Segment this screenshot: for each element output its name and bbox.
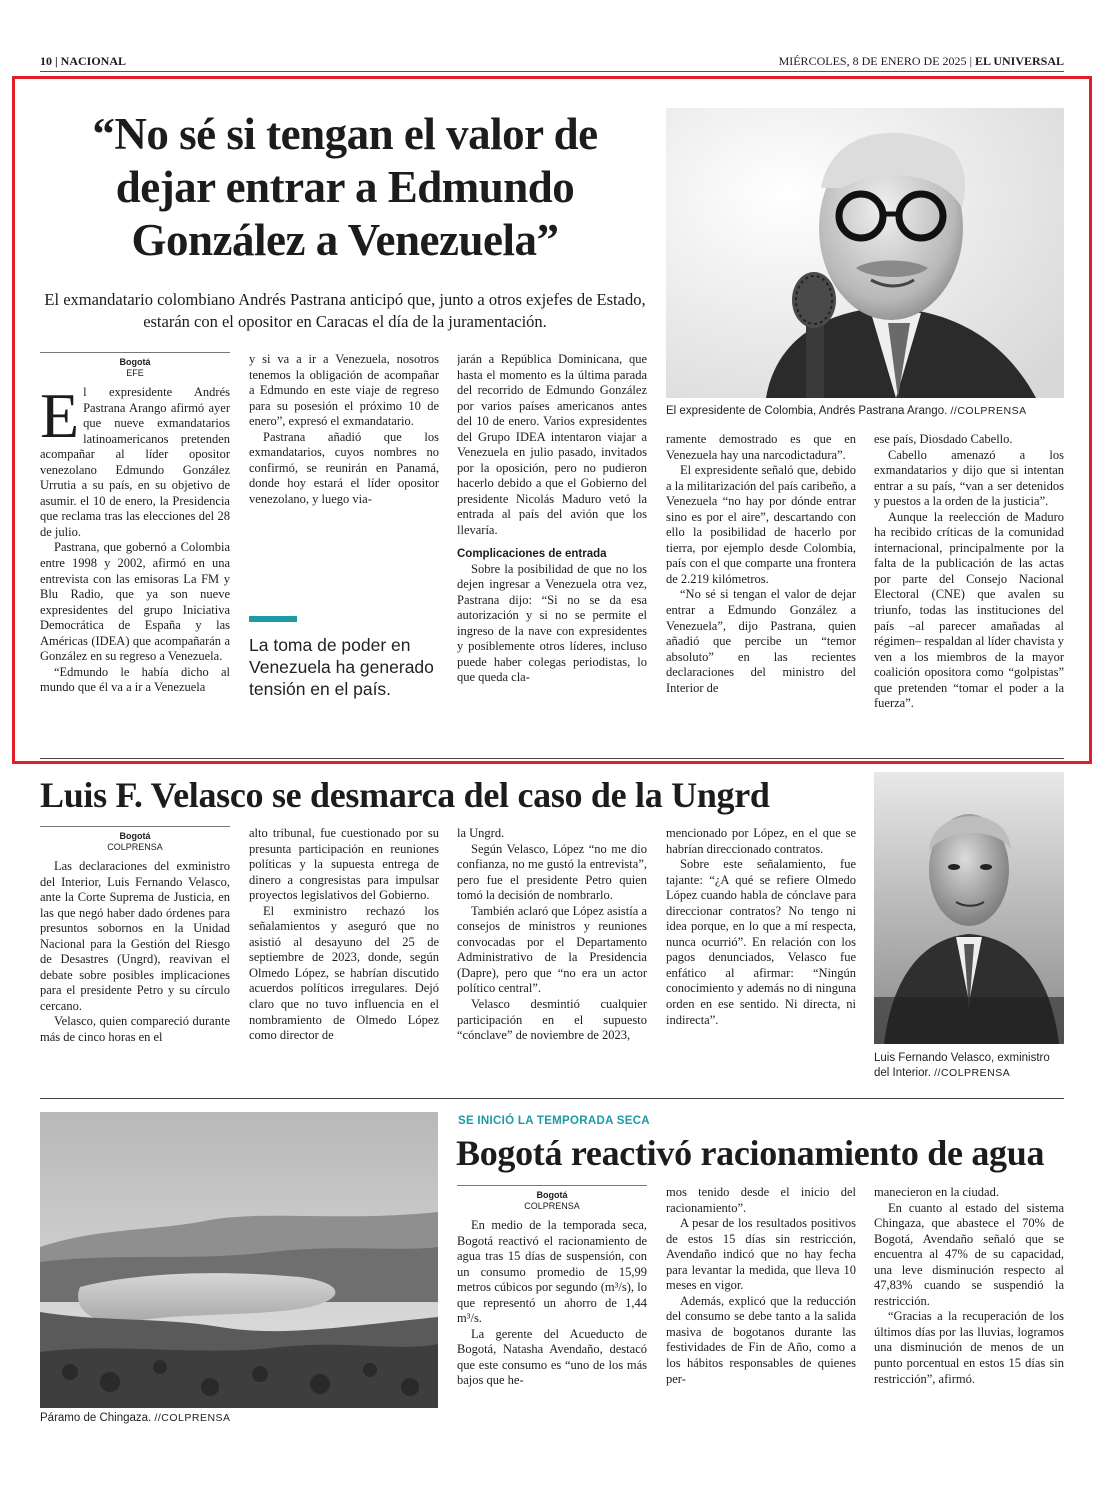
chingaza-photo-caption xyxy=(40,1411,438,1426)
story2-col4 xyxy=(666,826,856,1088)
page-folio xyxy=(40,54,1064,72)
velasco-portrait-image xyxy=(874,772,1064,1044)
story1-deck: El exmandatario colombiano Andrés Pastrana anticipó que, junto a otros exjefes de Estado, estarán con el opositor en Caracas el día de la juramentación. xyxy=(44,290,646,331)
paragraph: El exministro rechazó los señalamientos y aseguró que no asistió al desayuno del 25 de septiembre de 2023, donde, según Olmedo López, se habrían discutido acuerdos políticos irregulares. Dejó claro que no tuvo influencia en el nombramiento de Olmedo López como director de xyxy=(249,903,439,1043)
story1-col5 xyxy=(874,432,1064,744)
story-divider xyxy=(40,1098,1064,1099)
story1-subhead: Complicaciones de entrada xyxy=(457,547,607,560)
paragraph: También aclaró que López asistía a consejos de ministros y reuniones convocadas por el Departamento Administrativo de la Presidencia (Dapre), pero que “no era un actor político central”. xyxy=(457,903,647,996)
pastrana-photo xyxy=(666,108,1064,398)
pastrana-photo-caption xyxy=(666,404,1064,419)
dateline-city: Bogotá xyxy=(119,831,151,841)
paragraph: Las declaraciones del exministro del Interior, Luis Fernando Velasco, ante la Corte Suprema de Justicia, en las que negó haber dado órdenes para presuntos sobornos en la Unidad Nacional para la Gestión del Riesgo de Desastres (Ungrd), reavivan el debate sobre posibles implicaciones para el presidente Petro y su círculo cercano. xyxy=(40,859,230,1013)
pullquote-text: La toma de poder en Venezuela ha generado tensión en el país. xyxy=(249,635,434,699)
velasco-photo-caption xyxy=(874,1051,1064,1081)
drop-cap: E xyxy=(40,380,80,451)
story2-col2 xyxy=(249,826,439,1088)
paragraph: Sobre la posibilidad de que no los dejen ingresar a Venezuela otra vez, Pastrana dijo: “Si no se da esa autorización y si no se permite el ingreso de la nave con expresidentes y posiblemente otros líderes, incluso puede haber colegas periodistas, lo que queda cla- xyxy=(457,561,647,685)
paragraph: A pesar de los resultados positivos de estos 15 días sin restricción, Avendaño indicó que no hay fecha para levantar la medida, que lleva 10 meses en vigor. xyxy=(666,1216,856,1293)
story1-dateline xyxy=(40,352,230,379)
paragraph: “Gracias a la recuperación de los últimos días por las lluvias, logramos una disminución de menos de un punto porcentual en estos 15 días sin restricción”, afirmó. xyxy=(874,1309,1064,1386)
story1-headline: “No sé si tengan el valor de dejar entrar a Edmundo González a Venezuela” xyxy=(92,109,598,265)
story1-col1 xyxy=(40,352,230,744)
caption-text: Luis Fernando Velasco, exministro del Interior. xyxy=(874,1052,1050,1079)
paragraph: Aunque la reelección de Maduro ha recibido críticas de la comunidad internacional, principalmente por la falta de la publicación de las actas por parte del Consejo Nacional Electoral (CNE) que avalen su triunfo, todas las instituciones del país –al parecer amañadas al régimen– respaldan al líder chavista y ven a los miembros de la mayor coalición opositora como “golpistas” que pretenden “tomar el poder a la fuerza”. xyxy=(874,509,1064,711)
paragraph: Velasco, quien compareció durante más de cinco horas en el xyxy=(40,1014,230,1045)
story3-col3 xyxy=(874,1185,1064,1485)
paragraph: Según Velasco, López “no me dio confianza, no me gustó la entrevista”, pero fue el presidente Petro quien tomó la decisión de nombrarlo. xyxy=(457,841,647,903)
paragraph: jarán a República Dominicana, que hasta el momento es la última parada del recorrido de Edmundo González por varios países americanos antes del 10 de enero. Varios expresidentes del Grupo IDEA intentaron viajar a Venezuela en julio pasado, invitados por la oposición, pero no pudieron hacerlo debido a que el Gobierno del presidente Nicolás Maduro vetó la entrada al país del avión que los llevaría. xyxy=(457,352,647,538)
dateline-agency: COLPRENSA xyxy=(524,1201,580,1211)
paragraph: En cuanto al estado del sistema Chingaza, que abastece el 70% de Bogotá, Avendaño señaló que se encuentra al 47% de su capacidad, una leve disminución respecto al 47,83% cuando se suspendió la restricción. xyxy=(874,1200,1064,1308)
paragraph: Sobre este señalamiento, fue tajante: “¿A qué se refiere Olmedo López cuando habla de cónclave para direccionar contratos? No tengo ni idea porque, en lo que a mí respecta, nunca ocurrió”. En relación con los pagos denunciados, Velasco fue enfático al afirmar: “Ningún conocimiento y además no di ninguna orden en ese sentido. Ni directa, ni indirecta”. xyxy=(666,857,856,1027)
section-name: NACIONAL xyxy=(60,54,126,68)
dateline-city: Bogotá xyxy=(536,1190,568,1200)
lead-text: l expresidente Andrés Pastrana Arango afirmó ayer que nueve exmandatarios latinoamericanos pretenden acompañar al líder opositor venezolano Edmundo González Urrutia a su país, en su objetivo de asumir. el 10 de enero, la Presidencia que reclama tras las elecciones del 28 de julio. xyxy=(40,385,230,539)
story3-col1 xyxy=(457,1185,647,1485)
paragraph: El expresidente señaló que, debido a la militarización del país caribeño, a Venezuela “no hay por dónde entrar sino es por el aire”, descartando con ello la posibilidad de hacerlo por tierra, por ejemplo desde Colombia, país con el que comparte una frontera de 2.219 kilómetros. xyxy=(666,463,856,586)
story2-headline: Luis F. Velasco se desmarca del caso de la Ungrd xyxy=(40,775,770,815)
caption-text: El expresidente de Colombia, Andrés Pastrana Arango. xyxy=(666,405,948,417)
page-number: 10 xyxy=(40,54,52,68)
story3-col2 xyxy=(666,1185,856,1485)
dateline-agency: EFE xyxy=(126,368,144,378)
newspaper-name: EL UNIVERSAL xyxy=(974,54,1064,68)
caption-credit: //COLPRENSA xyxy=(950,405,1027,417)
paragraph: Pastrana, que gobernó a Colombia entre 1998 y 2002, afirmó en una entrevista con las emisoras La FM y Blu Radio, que ya son nueve expresidentes del grupo Iniciativa Democrática de España y las Américas (IDEA) que acompañarán a González en su regreso a Venezuela. xyxy=(40,540,230,664)
paragraph: En medio de la temporada seca, Bogotá reactivó el racionamiento de agua tras 15 días de suspensión, con un consumo promedio de 15,99 metros cúbicos por segundo (m³/s), lo que representó un ahorro de 1,44 m³/s. xyxy=(457,1218,647,1326)
story1-pullquote xyxy=(249,616,439,700)
pullquote-accent-bar xyxy=(249,616,297,622)
story3-dateline xyxy=(457,1185,647,1212)
story3-headline: Bogotá reactivó racionamiento de agua xyxy=(456,1133,1045,1173)
caption-credit: //COLPRENSA xyxy=(934,1067,1011,1079)
issue-date: MIÉRCOLES, 8 DE ENERO DE 2025 xyxy=(778,54,967,68)
paragraph: Cabello amenazó a los exmandatarios y dijo que si intentan entrar a su país, “van a ser detenidos y puestos a la orden de la justicia”. xyxy=(874,447,1064,509)
pastrana-portrait-image xyxy=(666,108,1064,398)
paragraph: ramente demostrado es que en Venezuela hay una narcodictadura”. xyxy=(666,432,856,462)
folio-right: MIÉRCOLES, 8 DE ENERO DE 2025 | EL UNIVERSAL xyxy=(778,54,1064,68)
paragraph: y si va a ir a Venezuela, nosotros tenemos la obligación de acompañar a Edmundo en este viaje de regreso para su posesión el próximo 10 de enero”, expresó el exmandatario. xyxy=(249,352,439,429)
dateline-city: Bogotá xyxy=(119,357,151,367)
paragraph: mencionado por López, en el que se habrían direccionado contratos. xyxy=(666,826,856,856)
story1-col4 xyxy=(666,432,856,744)
story1-col3 xyxy=(457,352,647,744)
story3-kicker: SE INICIÓ LA TEMPORADA SECA xyxy=(458,1115,650,1127)
paramo-landscape-image xyxy=(40,1112,438,1408)
paragraph: “Edmundo le había dicho al mundo que él va a ir a Venezuela xyxy=(40,664,230,695)
dateline-agency: COLPRENSA xyxy=(107,842,163,852)
story2-col1 xyxy=(40,826,230,1088)
paragraph: manecieron en la ciudad. xyxy=(874,1185,999,1199)
story1-col2 xyxy=(249,352,439,562)
paragraph: Pastrana añadió que los exmandatarios, cuyos nombres no confirmó, se reunirán en Panamá, donde hoy estará el líder opositor venezolano, y luego via- xyxy=(249,429,439,506)
paragraph: alto tribunal, fue cuestionado por su presunta participación en reuniones políticas y la supuesta entrega de dinero a congresistas para impulsar proyectos legislativos del Gobierno. xyxy=(249,826,439,903)
paragraph: mos tenido desde el inicio del racionamiento”. xyxy=(666,1185,856,1215)
chingaza-photo xyxy=(40,1112,438,1408)
velasco-photo xyxy=(874,772,1064,1044)
caption-credit: //COLPRENSA xyxy=(154,1412,231,1424)
story1-lead-paragraph xyxy=(40,380,230,540)
folio-left: 10 | NACIONAL xyxy=(40,54,126,68)
caption-text: Páramo de Chingaza. xyxy=(40,1412,152,1424)
story-divider xyxy=(40,758,1064,759)
paragraph: la Ungrd. xyxy=(457,826,505,840)
paragraph: ese país, Diosdado Cabello. xyxy=(874,432,1013,446)
paragraph: Además, explicó que la reducción del consumo se debe tanto a la salida masiva de bogotanos durante las festividades de Fin de Año, como a los hábitos responsables de quienes per- xyxy=(666,1293,856,1386)
story2-col3 xyxy=(457,826,647,1088)
story2-dateline xyxy=(40,826,230,853)
paragraph: “No sé si tengan el valor de dejar entrar a Edmundo González a Venezuela”, dijo Pastrana, quien añadió que percibe un “temor absoluto” en las recientes declaraciones del ministro del Interior de xyxy=(666,587,856,695)
paragraph: La gerente del Acueducto de Bogotá, Natasha Avendaño, destacó que este consumo es “uno de los más bajos que he- xyxy=(457,1326,647,1388)
paragraph: Velasco desmintió cualquier participación en el supuesto “cónclave” de noviembre de 2023, xyxy=(457,997,647,1043)
